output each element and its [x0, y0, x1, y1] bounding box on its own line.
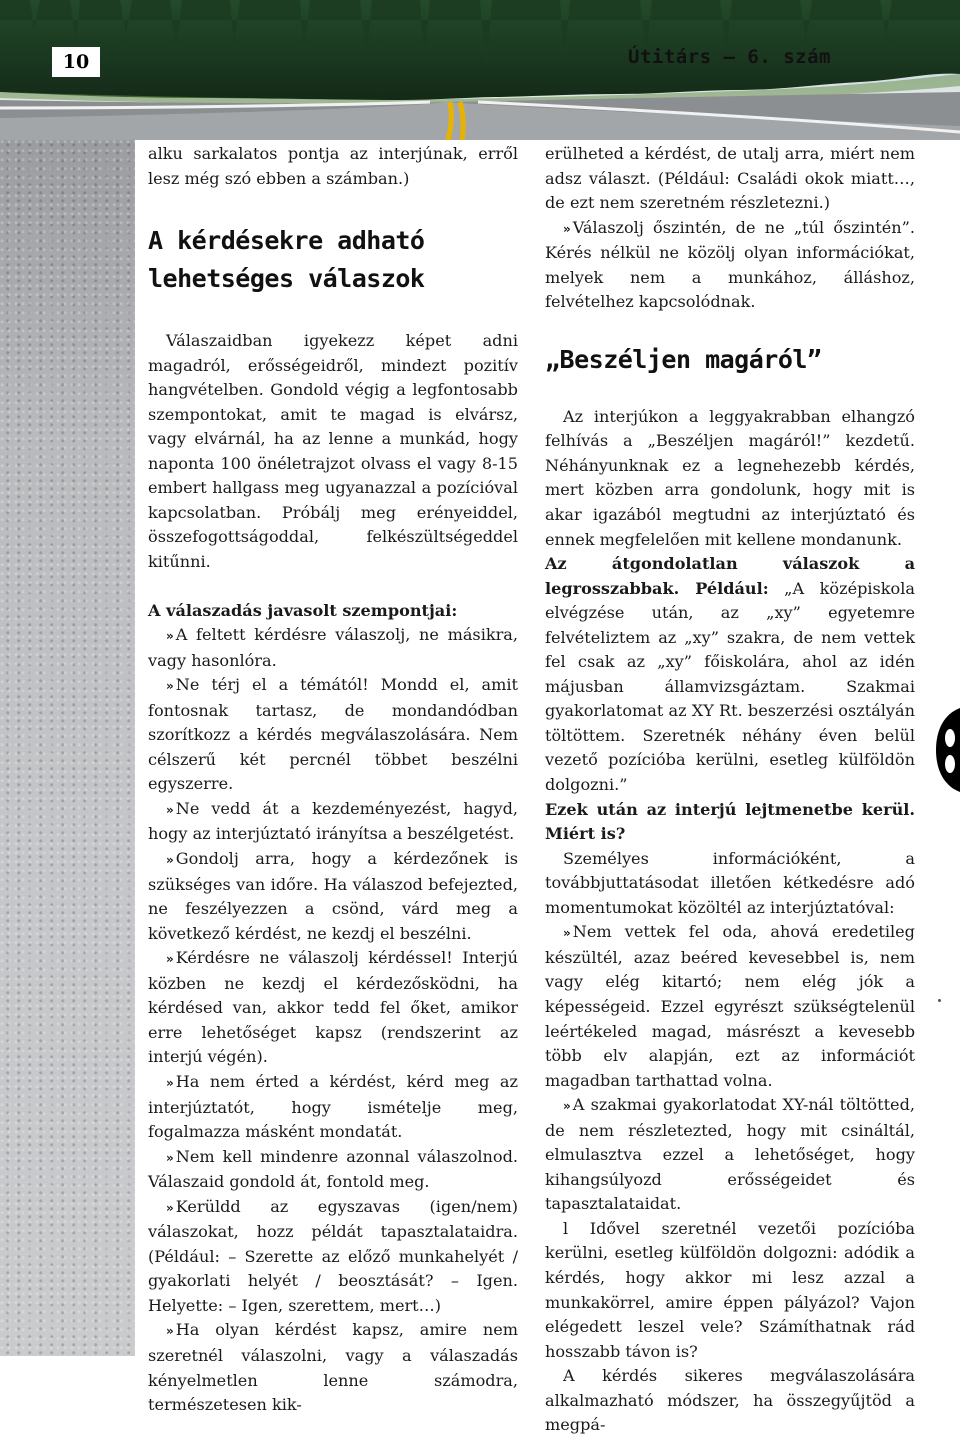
bold-heading: Ezek után az interjú lejtmenetbe kerül. Miért is? [545, 799, 915, 844]
section-title: „Beszéljen magáról” [545, 344, 822, 374]
continuation-paragraph: erülheted a kérdést, de utalj arra, miért nem adsz választ. (Például: Családi okok miatt…, de ezt nem szeretném részletezni.) [545, 144, 915, 213]
body-paragraph: l Idővel szeretnél vezetői pozícióba kerülni, esetleg külföldön dolgozni: adódik a kérdés, hogy akkor mi lesz azzal a munkakörrel, amire éppen pályázol? Vajon elégedett leszel vele? Számíthatnak rád hosszabb távon is? [545, 1218, 915, 1361]
body-paragraph: Személyes információként, a továbbjuttatásodat illetően kétkedésre adó momentumokat közöltél az interjúztatóval: [545, 848, 915, 917]
bullet-icon: » [563, 221, 569, 236]
list-item: » Nem vettek fel oda, ahová eredetileg készültél, azaz beéred kevesebbel is, nem vagy elég kitartó; nem elég jók a képességeid. Ezzel egyrészt szükségtelenül leértékeled magad, másrészt a kevesebb több elv alapján, ezt az információt magadban tarthattad volna. [545, 922, 915, 1090]
left-column [148, 142, 518, 1418]
body-paragraph: A kérdés sikeres megválaszolására alkalmazható módszer, ha összegyűjtöd a megpá- [545, 1366, 915, 1435]
list-item: » Kerüldd az egyszavas (igen/nem) válaszokat, hozz példát tapasztalataidra. (Például: – Szerette az előző munkahelyét / gyakorlati helyét / beosztását? – Igen. Helyette: – Igen, szerettem, mert…) [148, 1196, 518, 1315]
list-item: » Ha nem érted a kérdést, kérd meg az interjúztatót, hogy ismételje meg, fogalmazza másként mondatát. [148, 1071, 518, 1142]
right-column [545, 142, 915, 1438]
bullet-icon: » [166, 1324, 172, 1339]
running-head: Útitárs — 6. szám [628, 46, 831, 68]
list-item: » Gondolj arra, hogy a kérdezőnek is szükséges van időre. Ha válaszod befejezted, ne feszélyezzen a csönd, várd meg a következő kérdést, ne kezdj el beszélni. [148, 849, 518, 943]
body-paragraph: Válaszaidban igyekezz képet adni magadról, erősségeidről, mindezt pozitív hangvételben. Gondold végig a legfontosabb szempontokat, amit te magad is elvársz, vagy elvárnál, ha az lenne a munkád, hogy naponta 100 önéletrajzot olvass el vagy 8-15 embert hallgass meg ugyanazzal a pozícióval kapcsolatban. Próbálj meg erényeiddel, összefogottságoddal, felkészültségeddel kitűnni. [148, 331, 518, 572]
edge-marker-icon [934, 708, 960, 792]
bullet-icon: » [166, 952, 172, 967]
list-item: » Ne térj el a témától! Mondd el, amit fontosnak tartasz, de mondandódban szorítkozz a kérdés megválaszolására. Nem célszerű két percnél többet beszélni egyszerre. [148, 675, 518, 794]
list-item: » A feltett kérdésre válaszolj, ne másikra, vagy hasonlóra. [148, 625, 518, 670]
header-road-photo [0, 0, 960, 140]
bullet-icon: » [166, 679, 172, 694]
body-paragraph: Az interjúkon a leggyakrabban elhangzó felhívás a „Beszéljen magáról!” kezdetű. Néhányunknak ez a legnehezebb kérdés, mert közben arra gondolunk, hogy mit is akar igazából megtudni az interjúztató és ennek megfelelően mit kellene mondanunk. [545, 406, 915, 549]
bullet-icon: » [166, 629, 172, 644]
page-number: 10 [52, 47, 100, 77]
road-photo-edge [0, 140, 135, 1356]
list-item: » Kérdésre ne válaszolj kérdéssel! Interjú közben ne kezdj el kérdezősködni, ha kérdésed van, akkor tedd fel őket, amikor erre lehetőséget kapsz (rendszerint az interjú végén). [148, 948, 518, 1067]
bullet-icon: » [166, 1200, 172, 1215]
subheading: A válaszadás javasolt szempontjai: [148, 600, 458, 620]
bullet-icon: » [563, 926, 569, 941]
body-paragraph: Az átgondolatlan válaszok a legrosszabbak. Például: „A középiskola elvégzése után, az „xy” egyetemre felvételiztem az „xy” szakra, de nem vettek fel csak az „xy” főiskolára, ahol az idén májusban államvizsgáztam. Szakmai gyakorlatomat az XY Rt. beszerzési osztályán töltöttem. Szeretnék néhány éven belül vezető pozícióba kerülni, esetleg külföldön dolgozni.” [545, 554, 915, 795]
section-title: A kérdésekre adható lehetséges válaszok [148, 226, 425, 294]
list-item: » Nem kell mindenre azonnal válaszolnod. Válaszaid gondold át, fontold meg. [148, 1146, 518, 1192]
list-item: » Ha olyan kérdést kapsz, amire nem szeretnél válaszolni, vagy a válaszadás kényelmetlen lenne számodra, természetesen kik- [148, 1320, 518, 1415]
bullet-icon: » [166, 853, 172, 868]
list-item: » Válaszolj őszintén, de ne „túl őszintén”. Kérés nélkül ne közölj olyan információkat, melyek nem a munkához, álláshoz, felvételhez kapcsolódnak. [545, 217, 915, 312]
emphasis: Az átgondolatlan válaszok a legrosszabbak. Például: [545, 554, 915, 598]
edge-dot [938, 999, 941, 1002]
intro-paragraph: alku sarkalatos pontja az interjúnak, erről lesz még szó ebben a számban.) [148, 144, 518, 188]
bullet-icon: » [166, 1150, 172, 1165]
bullet-icon: » [563, 1099, 569, 1114]
list-item: » Ne vedd át a kezdeményezést, hagyd, hogy az interjúztató irányítsa a beszélgetést. [148, 798, 518, 844]
bullet-icon: » [166, 1075, 172, 1090]
bullet-icon: » [166, 802, 172, 817]
road-surface [0, 0, 960, 140]
list-item: » A szakmai gyakorlatodat XY-nál töltötted, de nem részletezted, hogy mit csináltál, elmulasztva ezzel a lehetőséget, hogy kihangsúlyozd erősségeidet és tapasztalataidat. [545, 1095, 915, 1214]
